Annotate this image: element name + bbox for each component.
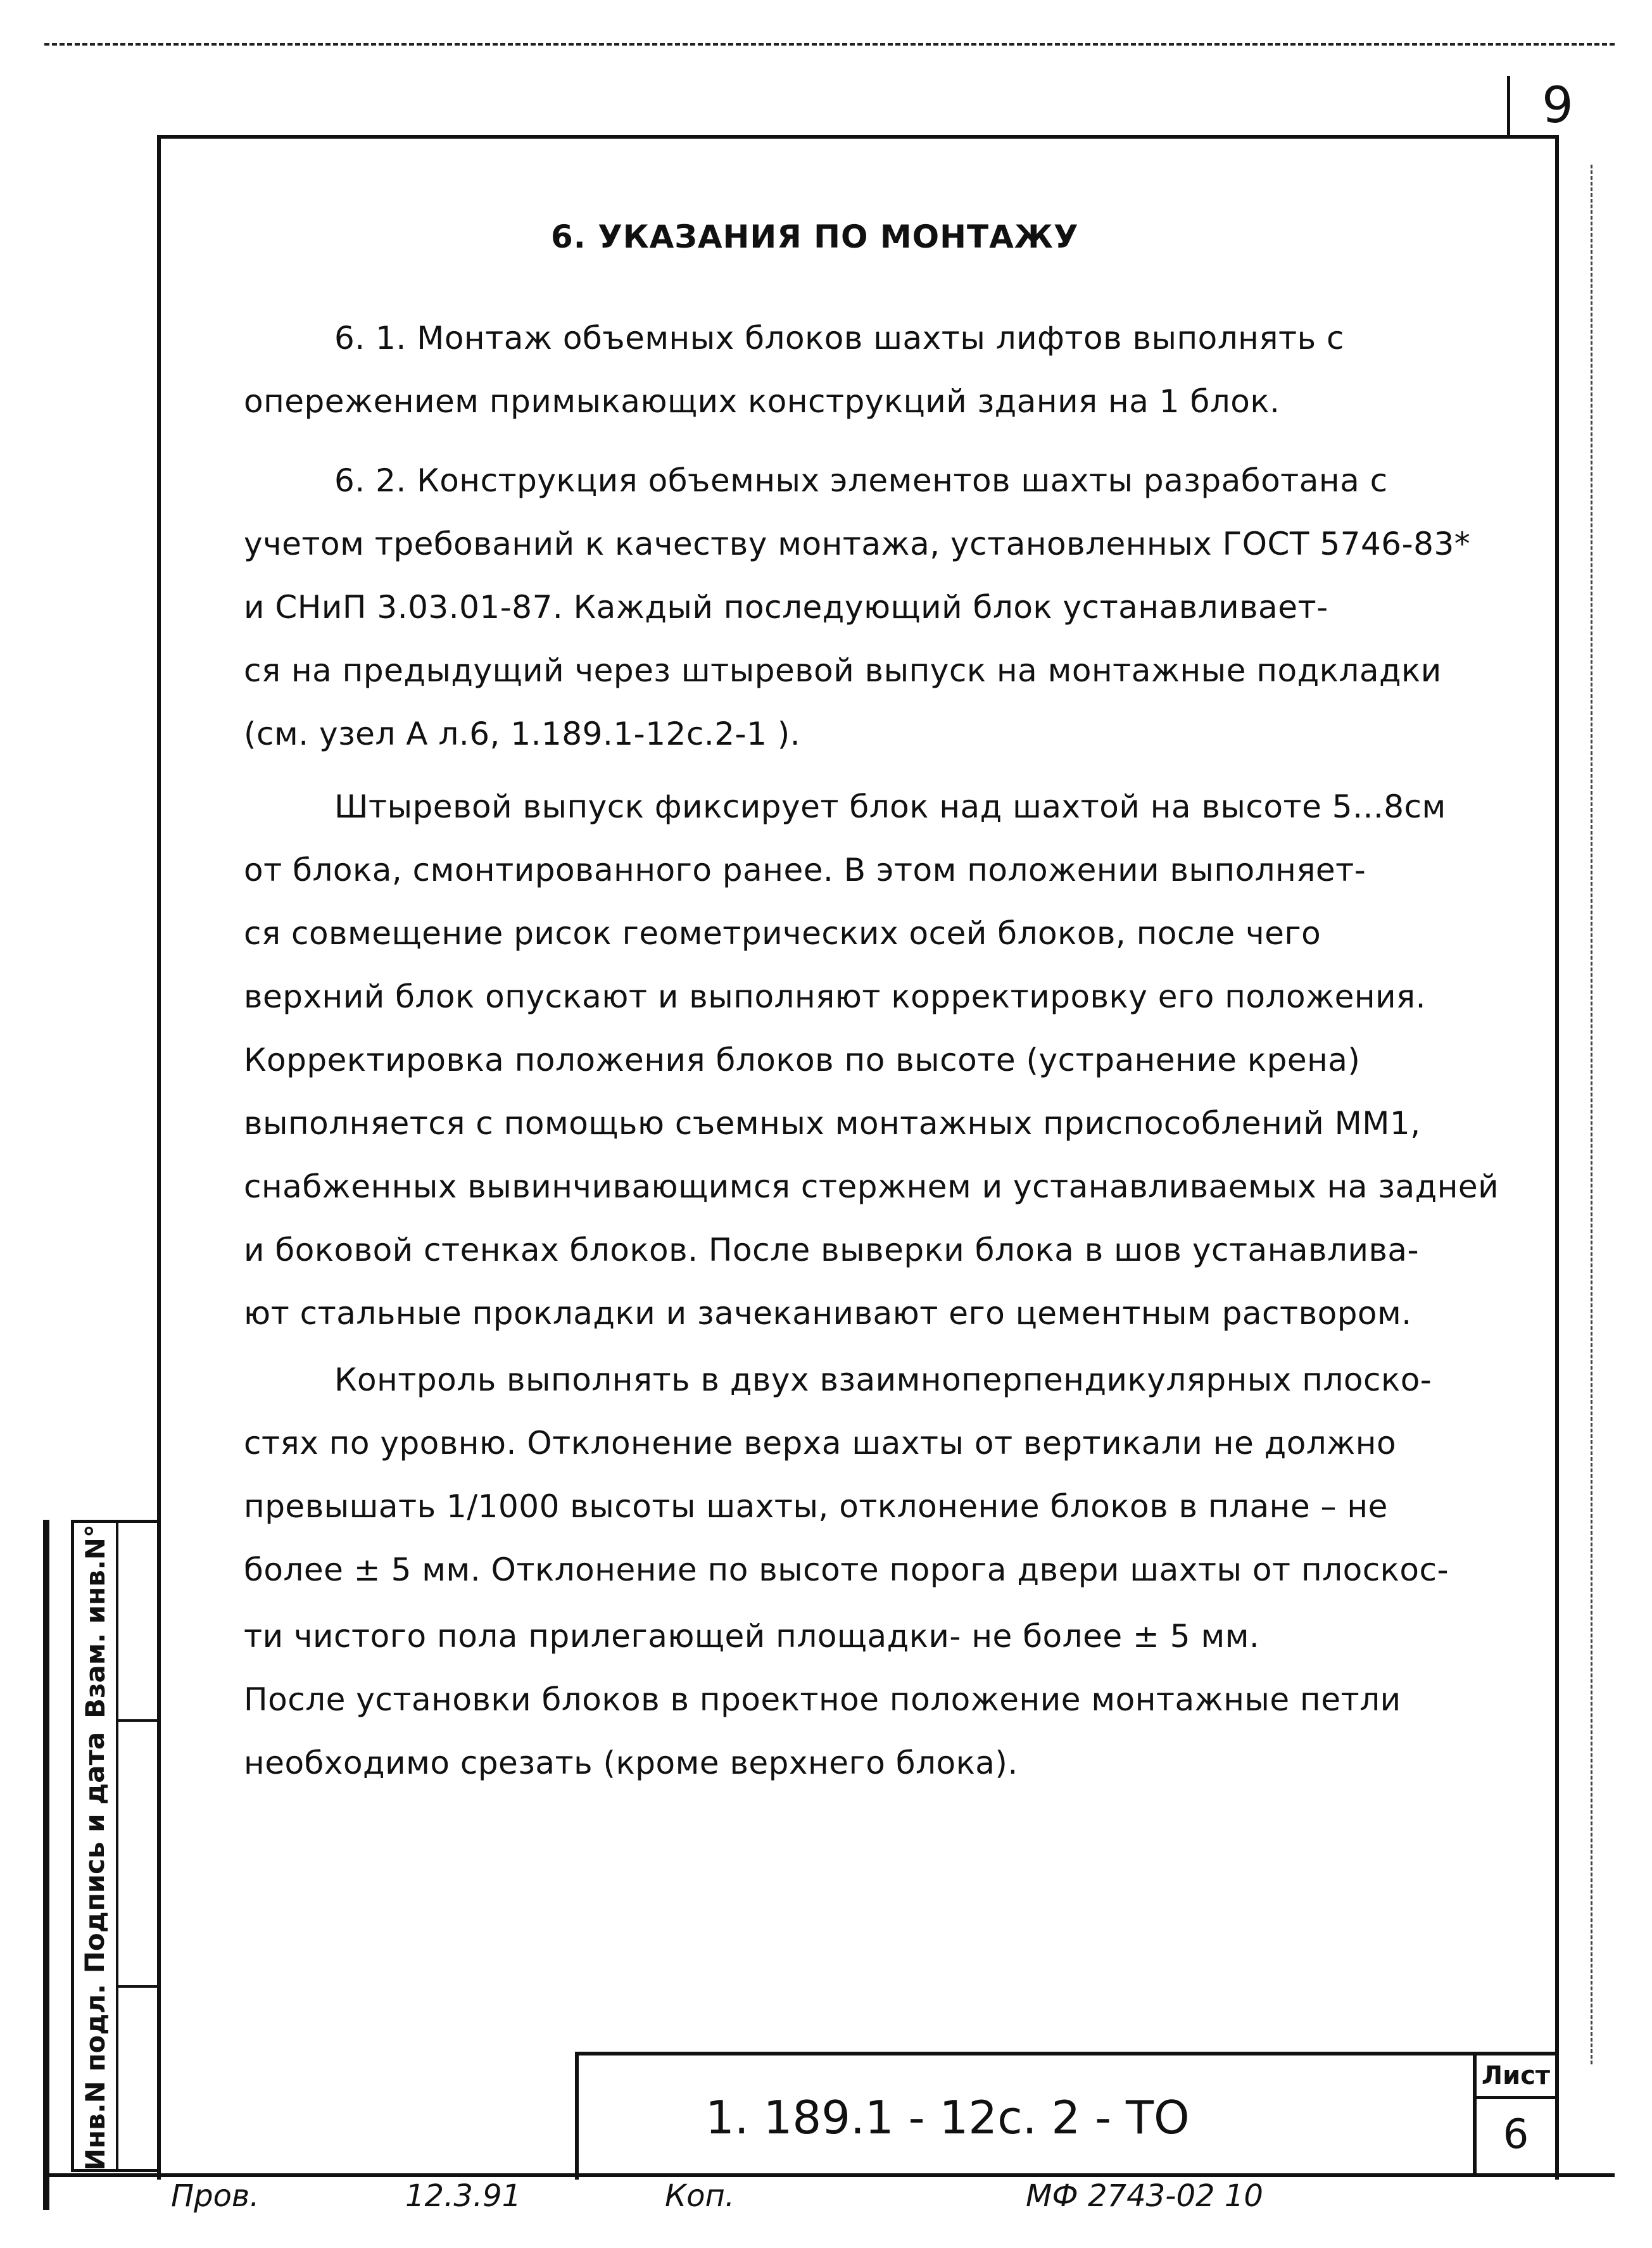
text-line: и боковой стенках блоков. После выверки блока в шов устанавлива- (244, 1232, 1420, 1268)
copied-by-label: Коп. (665, 2178, 735, 2214)
text-line: снабженных вывинчивающимся стержнем и устанавливаемых на задней (244, 1168, 1499, 1205)
text-line: ют стальные прокладки и зачеканивают его цементным раствором. (244, 1295, 1412, 1332)
drawing-frame (157, 135, 1559, 2180)
stamp-row-divider (116, 1985, 160, 1988)
text-line: Штыревой выпуск фиксирует блок над шахтой на высоте 5...8см (334, 788, 1446, 825)
side-stamp (71, 1520, 160, 2172)
checked-by-label: Пров. (171, 2178, 260, 2214)
archive-number: МФ 2743-02 10 (1026, 2178, 1263, 2214)
text-line: 6. 2. Конструкция объемных элементов шахты разработана с (334, 462, 1388, 499)
text-line: необходимо срезать (кроме верхнего блока). (244, 1745, 1018, 1781)
sheet-number: 6 (1503, 2111, 1529, 2158)
text-line: Контроль выполнять в двух взаимноперпендикулярных плоско- (334, 1361, 1432, 1398)
text-line: ти чистого пола прилегающей площадки- не более ± 5 мм. (244, 1618, 1260, 1655)
right-margin-line (1591, 165, 1592, 2064)
document-code: 1. 189.1 - 12с. 2 - ТО (705, 2091, 1190, 2144)
bottom-rule (44, 2173, 1615, 2177)
top-dashed-border (44, 43, 1615, 46)
text-line: и СНиП 3.03.01-87. Каждый последующий блок устанавливает- (244, 589, 1328, 626)
text-line: выполняется с помощью съемных монтажных приспособлений ММ1, (244, 1105, 1421, 1142)
text-line: 6. 1. Монтаж объемных блоков шахты лифтов выполнять с (334, 320, 1344, 357)
text-line: (см. узел А л.6, 1.189.1-12с.2-1 ). (244, 716, 801, 752)
text-line: ся на предыдущий через штыревой выпуск на монтажные подкладки (244, 652, 1442, 689)
text-line: от блока, смонтированного ранее. В этом положении выполняет- (244, 852, 1366, 888)
section-title: 6. УКАЗАНИЯ ПО МОНТАЖУ (551, 218, 1079, 255)
stamp-inv-original: Инв.N подл. (79, 1983, 111, 2171)
stamp-replaces-inv: Взам. инв.N° (79, 1524, 111, 1719)
text-line: более ± 5 мм. Отклонение по высоте порога двери шахты от плоскос- (244, 1551, 1449, 1588)
text-line: ся совмещение рисок геометрических осей блоков, после чего (244, 915, 1321, 952)
text-line: верхний блок опускают и выполняют корректировку его положения. (244, 978, 1427, 1015)
text-line: стях по уровню. Отклонение верха шахты от вертикали не должно (244, 1425, 1397, 1462)
text-line: учетом требований к качеству монтажа, установленных ГОСТ 5746-83* (244, 526, 1471, 562)
stamp-column-divider (116, 1523, 118, 2169)
checked-date: 12.3.91 (405, 2178, 522, 2214)
stamp-row-divider (116, 1719, 160, 1722)
sheet-label: Лист (1477, 2055, 1555, 2099)
text-line: Корректировка положения блоков по высоте (устранение крена) (244, 1042, 1361, 1078)
sheet-cell (1473, 2055, 1555, 2176)
left-binding-edge (43, 1520, 49, 2210)
title-block (575, 2052, 1555, 2180)
text-line: После установки блоков в проектное положение монтажные петли (244, 1681, 1401, 1718)
page-number: 9 (1507, 76, 1605, 136)
stamp-signature-date: Подпись и дата (79, 1731, 111, 1973)
text-line: превышать 1/1000 высоты шахты, отклонение блоков в плане – не (244, 1488, 1388, 1525)
text-line: опережением примыкающих конструкций здания на 1 блок. (244, 383, 1280, 420)
